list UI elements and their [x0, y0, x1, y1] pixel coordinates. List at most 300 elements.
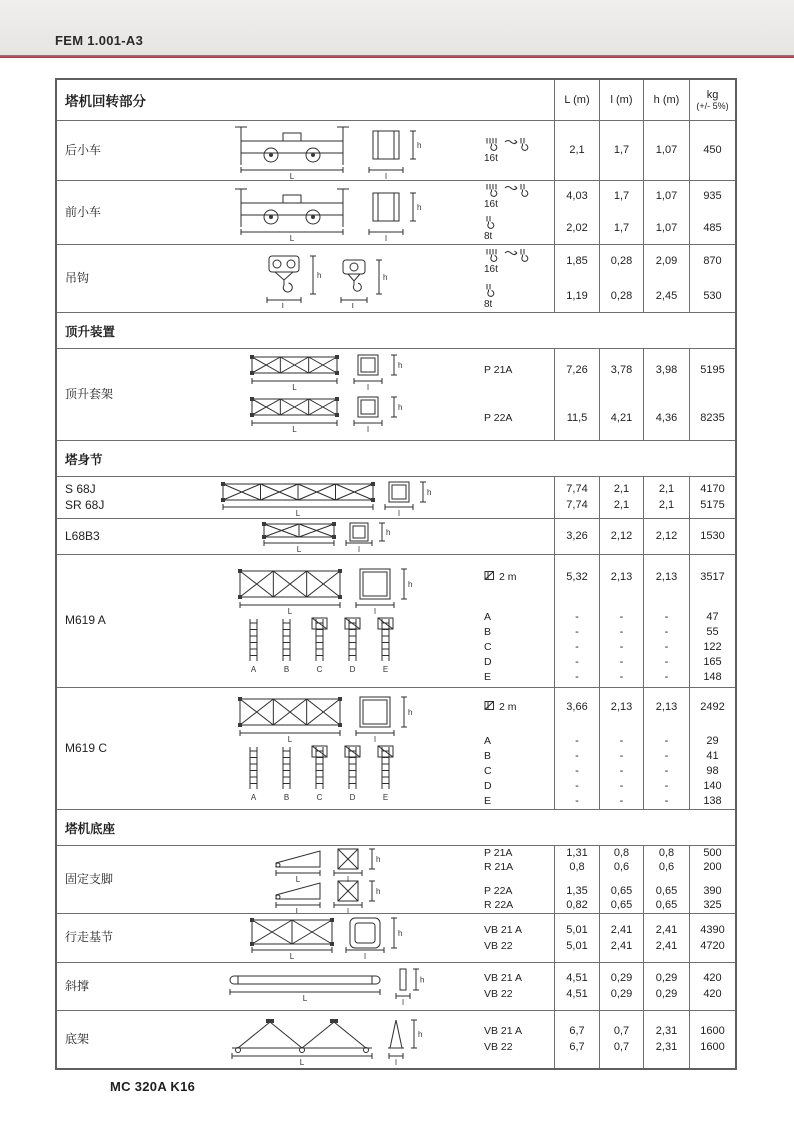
column-header-l-label: l (m) — [610, 93, 633, 106]
trolley-diagram — [167, 185, 484, 241]
svg-text:l: l — [366, 382, 369, 392]
variant-line — [484, 351, 554, 391]
page-content — [0, 58, 794, 1094]
value-cell-L: - — [575, 611, 579, 623]
hook-capacity-label: 8t — [484, 298, 493, 310]
jacking-cage-drawing — [246, 353, 406, 437]
row-m619c — [57, 687, 735, 809]
row-label-line: L68B3 — [65, 528, 100, 543]
value-cell-kg: 2492 — [700, 700, 725, 713]
svg-text:l: l — [384, 233, 387, 241]
value-cell-L: 6,7 — [569, 1025, 585, 1037]
value-cell-kg: 29 — [706, 735, 719, 747]
value-cell-l: 0,7 — [613, 1041, 630, 1053]
m619-diagram — [167, 567, 484, 675]
value-cell-h: 2,09 — [655, 254, 678, 267]
value-cell-h: 3,98 — [655, 364, 678, 376]
row-brace — [57, 962, 735, 1010]
cell-kg-travel-base — [689, 914, 735, 962]
cell-L-l68b3 — [554, 519, 599, 554]
cell-L-chassis — [554, 1011, 599, 1068]
m619-drawing-stack — [236, 567, 416, 675]
row-m619a — [57, 554, 735, 687]
cell-L-fixed-legs — [554, 846, 599, 913]
hook-capacity-label: 16t — [484, 153, 498, 164]
value-cell-L: 5,32 — [566, 570, 588, 583]
part-cell-l68b3 — [57, 519, 554, 554]
row-jacking-cage — [57, 348, 735, 440]
mast-section-icon — [484, 700, 495, 711]
value-cell-L: 7,26 — [566, 364, 588, 376]
row-label-rear-trolley — [57, 143, 167, 159]
cell-l-front-trolley — [599, 181, 643, 244]
value-cell-h: - — [664, 641, 669, 653]
value-cell-l: 4,21 — [610, 412, 633, 424]
cell-h-s68j — [643, 477, 689, 518]
value-cell-h: 2,45 — [655, 289, 678, 302]
page-header-band — [0, 0, 794, 55]
value-cell-h: 1,07 — [655, 190, 678, 202]
cell-l-brace — [599, 963, 643, 1010]
svg-text:L: L — [295, 508, 300, 517]
column-header-L — [554, 80, 599, 120]
variant-label: P 22A — [484, 885, 513, 898]
svg-text:D: D — [349, 665, 355, 674]
variant-line — [484, 498, 554, 514]
row-label-line: 前小车 — [65, 204, 102, 219]
cell-l-fixed-legs — [599, 846, 643, 913]
variant-label: E — [484, 795, 492, 808]
row-label-l68b3 — [57, 529, 167, 545]
cell-kg-brace — [689, 963, 735, 1010]
value-cell-l: 2,1 — [613, 483, 630, 495]
column-header-kg — [689, 80, 735, 120]
value-cell-h: 1,07 — [655, 144, 678, 156]
svg-text:h: h — [397, 928, 402, 938]
svg-text:L: L — [299, 1057, 304, 1066]
cell-h-m619c — [643, 688, 689, 809]
hook-capacity-label: 16t — [484, 199, 498, 210]
variant-label: A — [484, 735, 492, 748]
svg-text:h: h — [407, 580, 412, 589]
variant-col-brace — [484, 971, 554, 1003]
part-cell-jacking-cage — [57, 349, 554, 440]
svg-text:L: L — [289, 951, 294, 961]
value-cell-h: - — [664, 735, 669, 747]
value-cell-L: 2,02 — [566, 222, 588, 234]
column-header-kg-tolerance: (+/- 5%) — [696, 101, 729, 112]
hook-block-drawing — [257, 250, 395, 308]
value-cell-L: - — [575, 765, 579, 777]
row-label-line: M619 C — [65, 740, 108, 755]
value-cell-kg: 3517 — [700, 570, 725, 583]
m619-section-drawing — [236, 695, 416, 743]
value-cell-kg: 1530 — [700, 530, 725, 542]
value-cell-kg: 8235 — [700, 412, 725, 424]
variant-line — [484, 899, 554, 913]
row-label-travel-base — [57, 930, 167, 946]
row-label-line: S 68J — [65, 481, 96, 496]
hook-16t-stack — [484, 183, 530, 210]
m619-diagram — [167, 695, 484, 803]
row-label-line: 后小车 — [65, 142, 102, 157]
value-cell-L: - — [575, 626, 579, 638]
value-cell-l: 2,13 — [610, 700, 633, 713]
variant-label: R 22A — [484, 899, 514, 912]
value-cell-l: - — [619, 765, 624, 777]
svg-text:l: l — [346, 906, 349, 913]
hook-8t-stack — [484, 283, 498, 310]
trolley-drawing — [227, 123, 425, 179]
column-header-part: 塔机回转部分 — [65, 94, 146, 109]
svg-text:l: l — [373, 734, 376, 743]
row-label-line: 底架 — [65, 1031, 90, 1046]
cell-h-chassis — [643, 1011, 689, 1068]
trolley-diagram — [167, 123, 484, 179]
value-cell-kg: 4720 — [700, 939, 725, 952]
cell-l-travel-base — [599, 914, 643, 962]
value-cell-L: 5,01 — [566, 939, 588, 952]
value-cell-h: - — [664, 795, 669, 807]
cage-diagram — [167, 353, 484, 437]
cell-l-m619c — [599, 688, 643, 809]
cell-l-rear-trolley — [599, 121, 643, 180]
svg-text:A: A — [250, 665, 256, 674]
column-header-h-label: h (m) — [653, 93, 680, 106]
cell-kg-s68j — [689, 477, 735, 518]
value-cell-L: 0,8 — [569, 861, 585, 873]
value-cell-l: - — [619, 795, 624, 807]
variant-line — [484, 557, 554, 597]
hookblock-diagram — [167, 250, 484, 308]
row-fixed-legs — [57, 845, 735, 913]
column-header-l — [599, 80, 643, 120]
value-cell-L: - — [575, 656, 579, 668]
cell-l-m619a — [599, 555, 643, 687]
variant-line — [484, 214, 554, 243]
value-cell-h: 0,6 — [658, 861, 675, 873]
value-cell-l: 2,1 — [613, 499, 630, 511]
variant-col-m619c — [484, 688, 554, 809]
row-chassis — [57, 1010, 735, 1068]
double-hook-reeving-icon — [484, 183, 530, 198]
value-cell-h: 2,1 — [658, 499, 675, 511]
value-cell-h: 2,13 — [655, 570, 678, 583]
hook-16t-stack — [484, 248, 530, 275]
svg-text:L: L — [289, 233, 294, 241]
single-hook-icon — [484, 283, 498, 298]
cell-L-m619a — [554, 555, 599, 687]
value-cell-l: 0,29 — [610, 988, 633, 1000]
row-travel-base — [57, 913, 735, 962]
cell-l-hook — [599, 245, 643, 312]
value-cell-l: 0,29 — [610, 972, 633, 984]
value-cell-L: - — [575, 641, 579, 653]
brace-diagram — [167, 966, 484, 1008]
cell-L-travel-base — [554, 914, 599, 962]
tower_short-diagram — [167, 521, 484, 553]
value-cell-L: 2,1 — [569, 144, 585, 156]
row-rear-trolley — [57, 120, 735, 180]
cell-kg-rear-trolley — [689, 121, 735, 180]
value-cell-L: 5,01 — [566, 923, 588, 936]
row-label-line: 顶升套架 — [65, 386, 114, 401]
row-label-jacking-cage — [57, 387, 167, 403]
svg-text:C: C — [316, 792, 322, 802]
svg-text:L: L — [302, 993, 307, 1003]
value-cell-kg: 140 — [703, 780, 722, 792]
cell-kg-fixed-legs — [689, 846, 735, 913]
value-cell-L: 7,74 — [566, 483, 588, 495]
svg-text:L: L — [351, 301, 356, 308]
cell-kg-jacking-cage — [689, 349, 735, 440]
row-label-line: 行走基节 — [65, 930, 114, 945]
svg-text:L: L — [289, 171, 294, 179]
value-cell-kg: 420 — [703, 972, 722, 984]
value-cell-h: 2,12 — [655, 530, 678, 542]
variant-col-m619a — [484, 557, 554, 685]
document-header-title: FEM 1.001-A3 — [55, 33, 144, 48]
variant-label: 2 m — [499, 700, 517, 713]
cell-L-m619c — [554, 688, 599, 809]
variant-line — [484, 1024, 554, 1040]
value-cell-l: - — [619, 750, 624, 762]
svg-text:l: l — [384, 171, 387, 179]
value-cell-kg: 138 — [703, 795, 722, 807]
column-header-h — [643, 80, 689, 120]
cell-kg-chassis — [689, 1011, 735, 1068]
variant-line — [484, 861, 554, 875]
variant-label: VB 22 — [484, 988, 513, 1001]
variant-label: C — [484, 641, 492, 654]
value-cell-l: 0,7 — [613, 1025, 630, 1037]
value-cell-kg: 530 — [703, 289, 722, 302]
variant-line — [484, 655, 554, 670]
variant-col-chassis — [484, 1024, 554, 1056]
part-cell-s68j — [57, 477, 554, 518]
svg-text:h: h — [316, 270, 321, 280]
variant-line — [484, 794, 554, 809]
row-front-trolley — [57, 180, 735, 244]
value-cell-kg: 1600 — [700, 1041, 725, 1053]
variant-line — [484, 640, 554, 655]
svg-text:h: h — [419, 975, 424, 984]
svg-text:B: B — [283, 665, 289, 674]
row-label-fixed-legs — [57, 872, 167, 888]
value-cell-kg: 870 — [703, 254, 722, 267]
cell-L-rear-trolley — [554, 121, 599, 180]
row-label-line: 固定支脚 — [65, 871, 114, 886]
variant-col-s68j — [484, 482, 554, 514]
value-cell-kg: 165 — [703, 656, 722, 668]
brace-drawing — [224, 966, 428, 1008]
variant-label: P 21A — [484, 847, 513, 860]
value-cell-l: 2,12 — [610, 530, 633, 542]
svg-text:C: C — [316, 665, 322, 674]
value-cell-kg: 148 — [703, 671, 722, 683]
variant-label: D — [484, 656, 492, 669]
cell-l-s68j — [599, 477, 643, 518]
hook-capacity-label: 16t — [484, 263, 498, 275]
value-cell-l: 0,65 — [610, 885, 633, 897]
value-cell-l: 0,6 — [613, 861, 630, 873]
value-cell-l: - — [619, 656, 624, 668]
value-cell-kg: 420 — [703, 988, 722, 1000]
row-label-m619a — [57, 613, 167, 629]
value-cell-kg: 5175 — [700, 499, 725, 511]
cell-L-jacking-cage — [554, 349, 599, 440]
value-cell-L: - — [575, 795, 579, 807]
variant-label: E — [484, 671, 492, 684]
svg-text:h: h — [385, 527, 390, 537]
value-cell-l: 0,8 — [613, 847, 630, 859]
value-cell-h: - — [664, 626, 669, 638]
variant-line — [484, 246, 554, 276]
mast-2m-icon-wrap — [484, 700, 495, 714]
value-cell-l: 2,13 — [610, 570, 633, 583]
column-header-kg-label: kg — [706, 88, 719, 101]
value-cell-kg: 47 — [706, 611, 719, 623]
travel-base-drawing — [246, 916, 406, 961]
value-cell-L: - — [575, 735, 579, 747]
value-cell-L: 7,74 — [566, 499, 588, 511]
section-label-base-section: 塔机底座 — [65, 821, 116, 836]
value-cell-l: - — [619, 671, 624, 683]
svg-text:l: l — [394, 1057, 397, 1066]
variant-line — [484, 734, 554, 749]
svg-text:L: L — [291, 382, 297, 392]
hook-capacity-label: 8t — [484, 231, 493, 242]
value-cell-kg: 41 — [706, 750, 719, 762]
value-cell-h: 2,31 — [655, 1025, 678, 1037]
part-cell-front-trolley — [57, 181, 554, 244]
value-cell-h: - — [664, 765, 669, 777]
value-cell-kg: 500 — [703, 847, 722, 859]
trolley-drawing — [227, 185, 425, 241]
double-hook-reeving-icon — [484, 137, 530, 152]
column-header-L-label: L (m) — [564, 93, 590, 106]
variant-label: P 21A — [484, 364, 513, 377]
value-cell-L: - — [575, 780, 579, 792]
row-label-front-trolley — [57, 205, 167, 221]
variant-line — [484, 987, 554, 1003]
value-cell-h: - — [664, 611, 669, 623]
value-cell-l: 0,65 — [610, 899, 633, 911]
cell-l-l68b3 — [599, 519, 643, 554]
part-cell-m619a — [57, 555, 554, 687]
svg-text:l: l — [397, 508, 400, 517]
svg-text:h: h — [375, 886, 380, 896]
cell-l-jacking-cage — [599, 349, 643, 440]
cell-h-m619a — [643, 555, 689, 687]
legs-diagram — [167, 847, 484, 913]
svg-text:h: h — [416, 202, 421, 212]
svg-text:L: L — [291, 424, 297, 434]
value-cell-L: 3,66 — [566, 700, 588, 713]
cell-kg-m619a — [689, 555, 735, 687]
value-cell-l: 0,28 — [610, 289, 633, 302]
value-cell-L: 11,5 — [566, 412, 588, 424]
svg-text:h: h — [397, 402, 402, 412]
value-cell-kg: 5195 — [700, 364, 725, 376]
part-cell-hook — [57, 245, 554, 312]
variant-line — [484, 847, 554, 861]
value-cell-l: - — [619, 735, 624, 747]
tower-section-drawing — [260, 521, 392, 553]
cell-kg-hook — [689, 245, 735, 312]
variant-col-jacking-cage — [484, 351, 554, 439]
value-cell-kg: 1600 — [700, 1025, 725, 1037]
cell-h-hook — [643, 245, 689, 312]
svg-text:h: h — [375, 854, 380, 864]
hook-16t-stack — [484, 137, 530, 164]
part-cell-fixed-legs — [57, 846, 554, 913]
variant-label: C — [484, 765, 492, 778]
value-cell-h: 4,36 — [655, 412, 678, 424]
row-label-chassis — [57, 1032, 167, 1048]
value-cell-L: 6,7 — [569, 1041, 585, 1053]
variant-label: D — [484, 780, 492, 793]
cell-L-hook — [554, 245, 599, 312]
variant-col-hook — [484, 246, 554, 311]
value-cell-l: - — [619, 641, 624, 653]
value-cell-h: 0,29 — [655, 988, 678, 1000]
variant-line — [484, 938, 554, 954]
value-cell-kg: 122 — [703, 641, 722, 653]
svg-text:l: l — [366, 424, 369, 434]
section-base-section — [57, 809, 735, 845]
value-cell-l: 1,7 — [613, 190, 630, 202]
part-cell-travel-base — [57, 914, 554, 962]
part-cell-rear-trolley — [57, 121, 554, 180]
table-header-row — [57, 80, 735, 120]
section-tower-section — [57, 440, 735, 476]
cell-l-chassis — [599, 1011, 643, 1068]
variant-label: VB 22 — [484, 939, 513, 952]
svg-text:B: B — [283, 792, 289, 802]
cell-kg-front-trolley — [689, 181, 735, 244]
cell-h-front-trolley — [643, 181, 689, 244]
table-body — [57, 120, 735, 1068]
variant-line — [484, 971, 554, 987]
row-label-m619c — [57, 741, 167, 757]
svg-text:h: h — [416, 140, 421, 150]
variant-label: VB 21 A — [484, 923, 522, 936]
value-cell-h: 2,13 — [655, 700, 678, 713]
svg-text:h: h — [417, 1029, 422, 1039]
cell-h-travel-base — [643, 914, 689, 962]
value-cell-kg: 98 — [706, 765, 719, 777]
svg-text:L: L — [295, 874, 300, 884]
value-cell-kg: 325 — [703, 899, 722, 911]
svg-text:l: l — [357, 544, 360, 553]
fixed-leg-drawing — [268, 847, 384, 913]
value-cell-h: - — [664, 780, 669, 792]
value-cell-kg: 390 — [703, 885, 722, 897]
value-cell-L: 1,31 — [566, 847, 588, 859]
value-cell-l: 3,78 — [610, 364, 633, 376]
single-hook-icon — [484, 215, 498, 230]
variant-label: P 22A — [484, 412, 513, 425]
value-cell-h: 0,8 — [658, 847, 675, 859]
cell-kg-m619c — [689, 688, 735, 809]
svg-text:l: l — [346, 874, 349, 884]
variant-line — [484, 885, 554, 899]
variant-label: B — [484, 626, 492, 639]
part-cell-brace — [57, 963, 554, 1010]
tower_long-diagram — [167, 479, 484, 517]
value-cell-L: 1,85 — [566, 254, 588, 267]
